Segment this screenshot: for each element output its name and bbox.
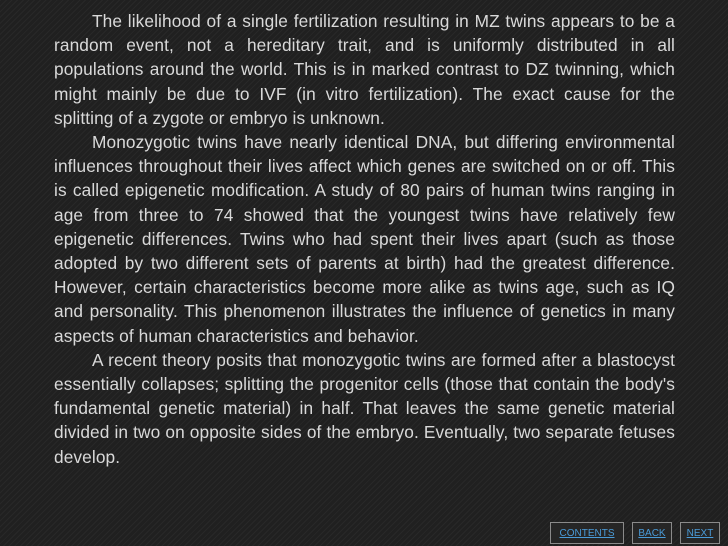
slide-navigation [550,522,720,544]
paragraph-mz-twins-randomness: The likelihood of a single fertilization resulting in MZ twins appears to be a random event, not a hereditary trait, and is uniformly distributed in all populations around the world. This is in marked contrast to DZ twinning, which might mainly be due to IVF (in vitro fertilization). The exact cause for the splitting of a zygote or embryo is unknown. [54,11,675,128]
back-button[interactable]: BACK [632,522,672,544]
paragraph-epigenetic-modification: Monozygotic twins have nearly identical DNA, but differing environmental influences throughout their lives affect which genes are switched on or off. This is called epigenetic modification. A study of 80 pairs of human twins ranging in age from three to 74 showed that the youngest twins have relatively few epigenetic differences. Twins who had spent their lives apart (such as those adopted by two different sets of parents at birth) had the greatest difference. However, certain characteristics become more alike as twins age, such as IQ and personality. This phenomenon illustrates the influence of genetics in many aspects of human characteristics and behavior. [54,132,675,346]
slide-body-text [54,9,675,469]
paragraph-blastocyst-theory: A recent theory posits that monozygotic twins are formed after a blastocyst essentially collapses; splitting the progenitor cells (those that contain the body's fundamental genetic material) in half. That leaves the same genetic material divided in two on opposite sides of the embryo. Eventually, two separate fetuses develop. [54,349,675,467]
next-button[interactable]: NEXT [680,522,720,544]
contents-button[interactable]: CONTENTS [550,522,624,544]
